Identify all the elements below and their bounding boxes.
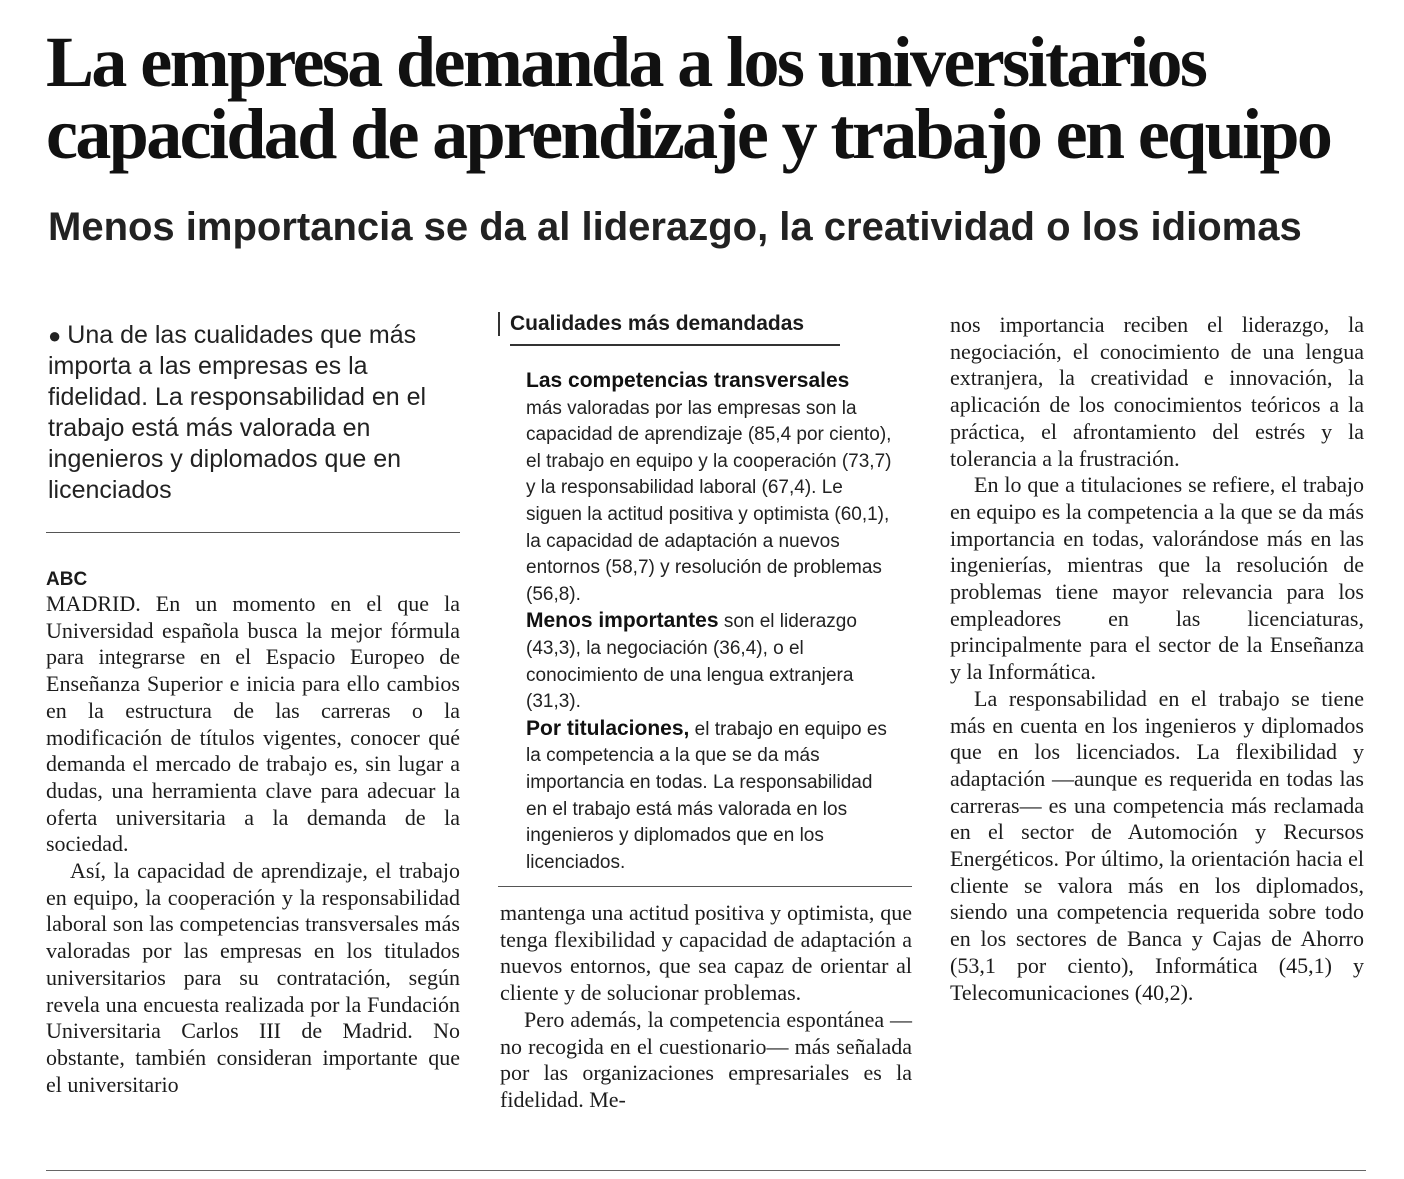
sidebar-item-text: más valoradas por las empresas son la capacidad de aprendizaje (85,4 por ciento), el trabajo en equipo y la cooperación (73,7) y la responsabilidad laboral (67,4). Le siguen la actitud positiva y optimista (60,1), la capacidad de adaptación a nuevos entornos (58,7) y resolución de problemas (56,8). [526, 397, 892, 605]
vertical-rule [498, 312, 500, 336]
sidebar-item-lead: Por titulaciones, [526, 716, 690, 740]
byline: ABC [46, 569, 88, 590]
paragraph: nos importancia reciben el liderazgo, la negociación, el conocimiento de una lengua extranjera, la creatividad e innovación, la aplicación de los conocimientos teóricos a la práctica, el afrontamiento del estrés y la tolerancia a la frustración. [950, 312, 1364, 471]
bottom-divider [46, 1170, 1366, 1171]
body-column-2 [500, 900, 912, 1114]
sidebar-item [526, 368, 898, 608]
lede-text: Una de las cualidades que más importa a las empresas es la fidelidad. La responsabilidad en el trabajo está más valorada en ingenieros y diplomados que en licenciados [48, 321, 427, 504]
sidebar-item-text: son el liderazgo (43,3), la negociación (36,4), o el conocimiento de una lengua extranjera (31,3). [526, 611, 857, 713]
headline [46, 22, 1376, 174]
sidebar-item-lead: Menos importantes [526, 609, 719, 633]
paragraph: Así, la capacidad de aprendizaje, el trabajo en equipo, la cooperación y la responsabilidad laboral son las competencias transversales más valoradas por las empresas en los titulados universitarios para su contratación, según revela una encuesta realizada por la Fundación Universitaria Carlos III de Madrid. No obstante, también consideran importante que el universitario [46, 858, 460, 1097]
paragraph: mantenga una actitud positiva y optimista, que tenga flexibilidad y capacidad de adaptación a nuevos entornos, que sea capaz de orientar al cliente y de solucionar problemas. [500, 900, 912, 1006]
paragraph: La responsabilidad en el trabajo se tiene más en cuenta en los ingenieros y diplomados que en los licenciados. La flexibilidad y adaptación —aunque es requerida en todas las carreras— es una competencia más reclamada en el sector de Automoción y Recursos Energéticos. Por último, la orientación hacia el cliente se valora más en los diplomados, siendo una competencia requerida sobre todo en los sectores de Banca y Cajas de Ahorro (53,1 por ciento), Informática (45,1) y Telecomunicaciones (40,2). [950, 685, 1364, 1005]
body-column-1 [46, 591, 460, 1098]
body-column-3 [950, 312, 1364, 1006]
bullet-icon: ● [48, 323, 62, 348]
paragraph: Pero además, la competencia espontánea —no recogida en el cuestionario— más señalada por las organizaciones empresariales es la fidelidad. Me- [500, 1006, 912, 1112]
column-1 [46, 320, 460, 1098]
subheadline: Menos importancia se da al liderazgo, la creatividad o los idiomas [48, 205, 1302, 249]
headline-line-2: capacidad de aprendizaje y trabajo en equipo [46, 94, 1331, 174]
paragraph: MADRID. En un momento en el que la Universidad española busca la mejor fórmula para integrarse en el Espacio Europeo de Enseñanza Superior e inicia para ello cambios en la estructura de las carreras o la modificación de títulos vigentes, conocer qué demanda el mercado de trabajo es, sin lugar a dudas, una herramienta clave para adecuar la oferta universitaria a la demanda de la sociedad. [46, 591, 460, 857]
sidebar-item-text: el trabajo en equipo es la competencia a la que se da más importancia en todas. La responsabilidad en el trabajo está más valorada en los ingenieros y diplomados que en los licenciados. [526, 718, 887, 873]
sidebar-body [526, 368, 898, 876]
sidebar-item [526, 716, 898, 877]
sidebar-item-lead: Las competencias transversales [526, 369, 850, 392]
lede [48, 320, 460, 506]
sidebar-item [526, 608, 898, 715]
paragraph: En lo que a titulaciones se refiere, el trabajo en equipo es la competencia a la que se da más importancia en todas, valorándose más en las ingenierías, mientras que la resolución de problemas tiene mayor relevancia para los empleadores en las licenciaturas, principalmente para el sector de la Enseñanza y la Informática. [950, 472, 1364, 685]
divider [46, 532, 460, 533]
sidebar-title: Cualidades más demandadas [510, 310, 840, 346]
divider [498, 886, 912, 887]
headline-line-1: La empresa demanda a los universitarios [46, 22, 1206, 102]
sidebar-box [498, 310, 912, 876]
